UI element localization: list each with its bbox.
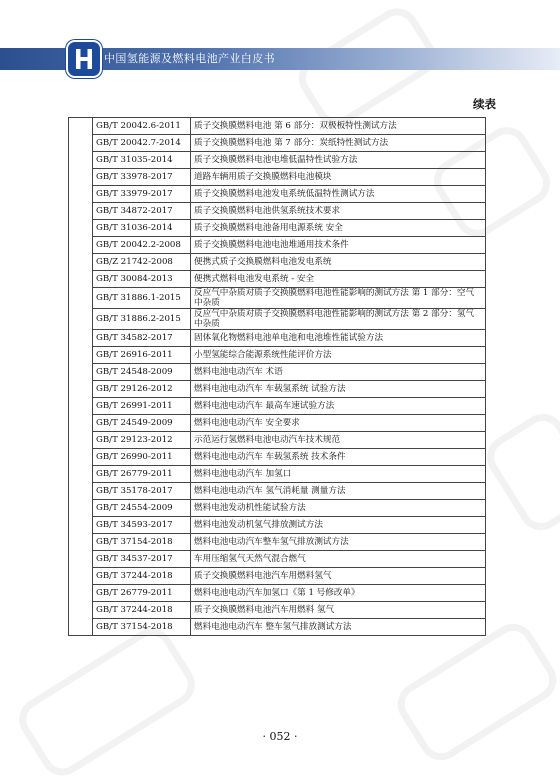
table-row xyxy=(69,619,486,636)
standard-code: GB/T 37244-2018 xyxy=(93,568,191,585)
standard-name: 燃料电池电动汽车 加氢口 xyxy=(191,466,486,483)
category-cell xyxy=(69,449,93,466)
watermark-logo xyxy=(389,616,560,769)
category-cell xyxy=(69,169,93,186)
standard-name: 质子交换膜燃料电池电堆低温特性试验方法 xyxy=(191,152,486,169)
watermark-logo xyxy=(11,620,203,783)
standard-name: 质子交换膜燃料电池 第 7 部分：炭纸特性测试方法 xyxy=(191,135,486,152)
category-cell xyxy=(69,398,93,415)
standard-code: GB/T 26916-2011 xyxy=(93,347,191,364)
standard-code: GB/T 26779-2011 xyxy=(93,466,191,483)
standard-name: 质子交换膜燃料电池 第 6 部分：双极板特性测试方法 xyxy=(191,118,486,135)
table-row xyxy=(69,449,486,466)
table-row xyxy=(69,466,486,483)
category-cell xyxy=(69,483,93,500)
category-cell xyxy=(69,585,93,602)
standard-code: GB/T 34537-2017 xyxy=(93,551,191,568)
table-row xyxy=(69,186,486,203)
table-row xyxy=(69,585,486,602)
category-cell xyxy=(69,466,93,483)
standard-code: GB/T 37154-2018 xyxy=(93,534,191,551)
standard-code: GB/T 34582-2017 xyxy=(93,330,191,347)
table-row xyxy=(69,432,486,449)
table-row xyxy=(69,500,486,517)
table-row xyxy=(69,254,486,271)
page-header xyxy=(0,0,560,80)
standard-name: 燃料电池电动汽车加氢口《第 1 号修改单》 xyxy=(191,585,486,602)
category-cell xyxy=(69,309,93,330)
standard-name: 示范运行氢燃料电池电动汽车技术规范 xyxy=(191,432,486,449)
category-cell xyxy=(69,602,93,619)
table-row xyxy=(69,271,486,288)
standard-code: GB/T 30084-2013 xyxy=(93,271,191,288)
table-row xyxy=(69,483,486,500)
standard-name: 燃料电池电动汽车整车氢气排放测试方法 xyxy=(191,534,486,551)
standard-name: 便携式燃料电池发电系统 - 安全 xyxy=(191,271,486,288)
table-row xyxy=(69,381,486,398)
standard-name: 道路车辆用质子交换膜燃料电池模块 xyxy=(191,169,486,186)
standard-name: 质子交换膜燃料电池电池堆通用技术条件 xyxy=(191,237,486,254)
table-row xyxy=(69,347,486,364)
standard-name: 燃料电池发动机性能试验方法 xyxy=(191,500,486,517)
standard-code: GB/T 20042.2-2008 xyxy=(93,237,191,254)
standard-name: 燃料电池电动汽车 术语 xyxy=(191,364,486,381)
standard-code: GB/Z 21742-2008 xyxy=(93,254,191,271)
standard-name: 燃料电池电动汽车 车载氢系统 试验方法 xyxy=(191,381,486,398)
table-row xyxy=(69,220,486,237)
category-cell xyxy=(69,203,93,220)
category-cell xyxy=(69,135,93,152)
standard-code: GB/T 29126-2012 xyxy=(93,381,191,398)
category-cell xyxy=(69,534,93,551)
table-row xyxy=(69,135,486,152)
category-cell xyxy=(69,237,93,254)
watermark-logo xyxy=(479,406,560,539)
standard-code: GB/T 31035-2014 xyxy=(93,152,191,169)
standard-name: 质子交换膜燃料电池供氢系统技术要求 xyxy=(191,203,486,220)
category-cell xyxy=(69,330,93,347)
table-row xyxy=(69,364,486,381)
category-cell xyxy=(69,517,93,534)
standard-name: 质子交换膜燃料电池汽车用燃料氢气 xyxy=(191,568,486,585)
standards-table xyxy=(68,117,486,636)
standard-name: 小型氢能综合能源系统性能评价方法 xyxy=(191,347,486,364)
continued-label: 续表 xyxy=(473,97,496,111)
category-cell xyxy=(69,364,93,381)
table-row xyxy=(69,415,486,432)
standard-code: GB/T 31886.1-2015 xyxy=(93,288,191,309)
standard-name: 反应气中杂质对质子交换膜燃料电池性能影响的测试方法 第 1 部分：空气中杂质 xyxy=(191,288,486,309)
standard-code: GB/T 34593-2017 xyxy=(93,517,191,534)
category-cell xyxy=(69,619,93,636)
category-cell xyxy=(69,415,93,432)
category-cell xyxy=(69,152,93,169)
standard-code: GB/T 37244-2018 xyxy=(93,602,191,619)
header-title: 中国氢能源及燃料电池产业白皮书 xyxy=(104,52,275,65)
category-cell xyxy=(69,220,93,237)
table-row xyxy=(69,169,486,186)
standard-name: 质子交换膜燃料电池汽车用燃料 氢气 xyxy=(191,602,486,619)
category-cell xyxy=(69,186,93,203)
standard-name: 车用压缩氢气天然气混合燃气 xyxy=(191,551,486,568)
table-row xyxy=(69,118,486,135)
standard-code: GB/T 24548-2009 xyxy=(93,364,191,381)
standard-name: 固体氧化物燃料电池单电池和电池堆性能试验方法 xyxy=(191,330,486,347)
category-cell xyxy=(69,551,93,568)
category-cell xyxy=(69,271,93,288)
table-row xyxy=(69,534,486,551)
standard-code: GB/T 20042.7-2014 xyxy=(93,135,191,152)
table-row xyxy=(69,152,486,169)
standard-code: GB/T 20042.6-2011 xyxy=(93,118,191,135)
standard-name: 燃料电池电动汽车 整车氢气排放测试方法 xyxy=(191,619,486,636)
standard-code: GB/T 24554-2009 xyxy=(93,500,191,517)
table-row xyxy=(69,309,486,330)
standard-code: GB/T 31886.2-2015 xyxy=(93,309,191,330)
standard-code: GB/T 34872-2017 xyxy=(93,203,191,220)
table-row xyxy=(69,288,486,309)
table-row xyxy=(69,330,486,347)
table-row xyxy=(69,551,486,568)
standard-code: GB/T 26990-2011 xyxy=(93,449,191,466)
standard-code: GB/T 35178-2017 xyxy=(93,483,191,500)
standard-code: GB/T 33978-2017 xyxy=(93,169,191,186)
category-cell xyxy=(69,254,93,271)
standard-name: 便携式质子交换膜燃料电池发电系统 xyxy=(191,254,486,271)
h-logo-icon xyxy=(66,40,102,78)
category-cell xyxy=(69,568,93,585)
standard-name: 燃料电池电动汽车 车载氢系统 技术条件 xyxy=(191,449,486,466)
category-cell xyxy=(69,347,93,364)
standard-name: 燃料电池电动汽车 安全要求 xyxy=(191,415,486,432)
table-row xyxy=(69,203,486,220)
category-cell xyxy=(69,118,93,135)
standard-code: GB/T 31036-2014 xyxy=(93,220,191,237)
standard-name: 质子交换膜燃料电池发电系统低温特性测试方法 xyxy=(191,186,486,203)
category-cell xyxy=(69,381,93,398)
standard-name: 反应气中杂质对质子交换膜燃料电池性能影响的测试方法 第 2 部分：氢气中杂质 xyxy=(191,309,486,330)
standard-code: GB/T 26991-2011 xyxy=(93,398,191,415)
standard-code: GB/T 29123-2012 xyxy=(93,432,191,449)
category-cell xyxy=(69,500,93,517)
category-cell xyxy=(69,432,93,449)
standard-name: 燃料电池电动汽车 氢气消耗量 测量方法 xyxy=(191,483,486,500)
table-row xyxy=(69,602,486,619)
table-row xyxy=(69,398,486,415)
standard-code: GB/T 37154-2018 xyxy=(93,619,191,636)
standard-code: GB/T 24549-2009 xyxy=(93,415,191,432)
standard-name: 燃料电池发动机氢气排放测试方法 xyxy=(191,517,486,534)
table-row xyxy=(69,237,486,254)
standard-name: 燃料电池电动汽车 最高车速试验方法 xyxy=(191,398,486,415)
standard-code: GB/T 33979-2017 xyxy=(93,186,191,203)
standard-code: GB/T 26779-2011 xyxy=(93,585,191,602)
table-row xyxy=(69,568,486,585)
standard-name: 质子交换膜燃料电池备用电源系统 安全 xyxy=(191,220,486,237)
category-cell xyxy=(69,288,93,309)
page-number: · 052 · xyxy=(262,730,298,743)
table-row xyxy=(69,517,486,534)
